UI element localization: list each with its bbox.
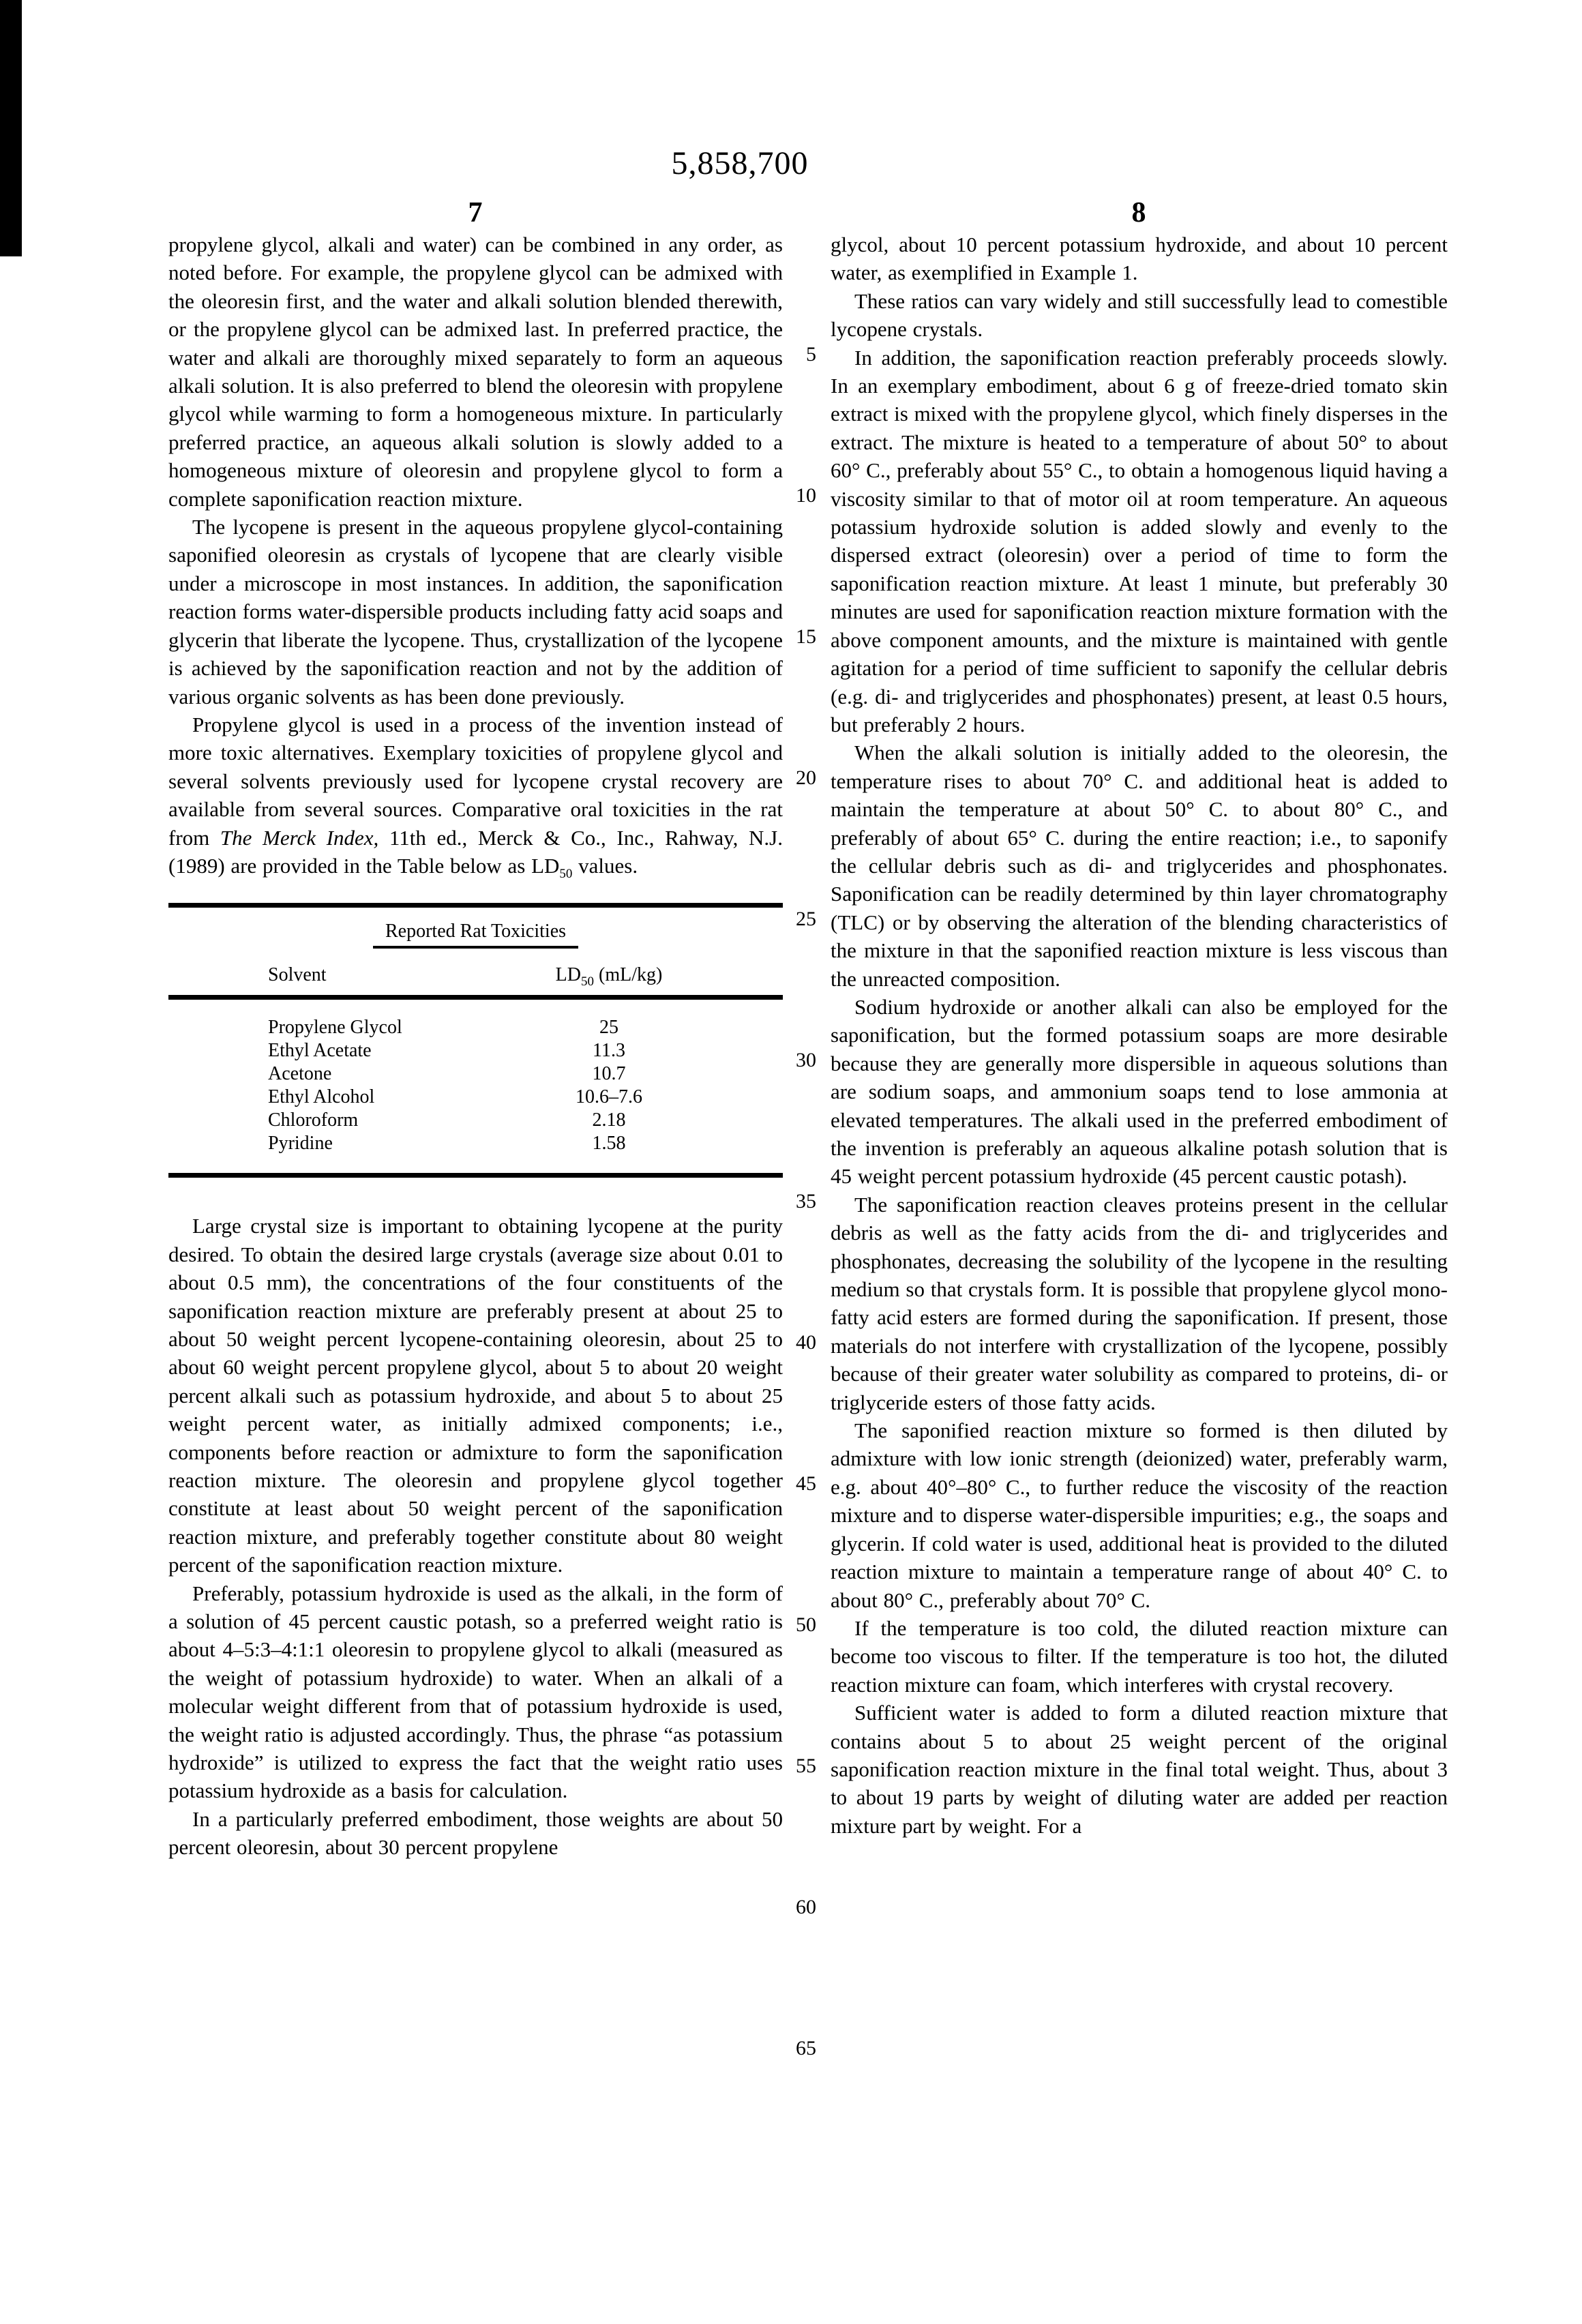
paragraph: The lycopene is present in the aqueous propylene glycol-containing saponified oleoresin as crystals of lycopene that are clearly visible under a microscope in most instances. In addition, the saponification reaction forms water-dispersible products including fatty acid soaps and glycerin that liberate the lycopene. Thus, crystallization of the lycopene is achieved by the saponification reaction and not by the addition of various organic solvents as has been done previously. (168, 515, 783, 709)
line-number-10: 10 (796, 484, 816, 507)
table-cell-solvent: Ethyl Alcohol (268, 1086, 375, 1108)
line-number-5: 5 (806, 343, 816, 366)
table-row (168, 1132, 783, 1155)
paragraph: The saponification reaction cleaves proteins present in the cellular debris as well as the fatty acids from the di- and triglycerides and phosphonates, decreasing the solubility of the lycopene in the resulting medium so that crystals form. It is possible that propylene glycol mono-fatty acid esters are formed during the saponification. If present, those materials do not interfere with crystallization of the lycopene, possibly because of their greater water solubility as compared to proteins, di- or triglyceride esters of those fatty acids. (831, 1192, 1448, 1414)
table-header-row (168, 964, 783, 987)
paragraph-with-citation (168, 711, 783, 880)
line-number-15: 15 (796, 625, 816, 648)
table-cell-value: 25 (599, 1017, 618, 1039)
line-number-65: 65 (796, 2037, 816, 2059)
table-header-solvent: Solvent (268, 964, 327, 986)
column-number-right: 8 (1131, 197, 1146, 228)
table-row (168, 1086, 783, 1109)
table-row (168, 1109, 783, 1132)
line-number-60: 60 (796, 1896, 816, 1918)
paragraph: Sodium hydroxide or another alkali can also be employed for the saponification, but the formed potassium soaps are more desirable because they are generally more dispersible in aqueous solutions than are sodium soaps, and ammonium soaps tend to lose ammonia at elevated temperatures. The alkali used in the preferred embodiment of the invention is preferably an aqueous alkaline potash solution that is 45 weight percent potassium hydroxide (45 percent caustic potash). (831, 994, 1448, 1189)
table-cell-value: 11.3 (593, 1040, 625, 1062)
line-number-50: 50 (796, 1613, 816, 1636)
citation-text-pre: Propylene glycol is used in a process of the invention instead of more toxic alternatives. Exemplary toxicities of propylene glycol and several solvents previously used for lycopene crystal recovery are available from several sources. Comparative oral toxicities in the rat from (168, 712, 783, 850)
paragraph: Sufficient water is added to form a diluted reaction mixture that contains about 5 to about 25 weight percent of the original saponification reaction mixture in the final total weight. Thus, about 3 to about 19 parts by weight of diluting water are added per reaction mixture part by weight. For a (831, 1701, 1448, 1838)
table-cell-solvent: Pyridine (268, 1133, 333, 1154)
table-cell-value: 2.18 (592, 1109, 626, 1131)
table-row (168, 1039, 783, 1062)
citation-text-post: values. (572, 853, 638, 878)
citation-text-mid: 11th ed., Merck & Co., Inc., Rahway, N.J. (1989) are provided in the Table below as LD (168, 825, 783, 878)
ld50-label: LD (555, 964, 581, 986)
table-row (168, 1016, 783, 1039)
citation-merck-index: The Merck Index, (220, 825, 379, 850)
paragraph: In a particularly preferred embodiment, those weights are about 50 percent oleoresin, about 30 percent propylene (168, 1806, 783, 1860)
table-row (168, 1062, 783, 1086)
right-column (831, 230, 1448, 1840)
paragraph: Large crystal size is important to obtaining lycopene at the purity desired. To obtain the desired large crystals (average size about 0.01 to about 0.5 mm), the concentrations of the four constituents of the saponification reaction mixture are preferably present at about 25 to about 50 weight percent lycopene-containing oleoresin, about 25 to about 60 weight percent propylene glycol, about 5 to about 20 weight percent alkali such as potassium hydroxide, and about 5 to about 25 weight percent water, as initially admixed components; i.e., components before reaction or admixture to form the saponification reaction mixture. The oleoresin and propylene glycol together constitute at least about 50 weight percent of the saponification reaction mixture, and preferably together constitute about 80 weight percent of the saponification reaction mixture. (168, 1214, 783, 1577)
table-body (168, 1000, 783, 1173)
table-cell-solvent: Propylene Glycol (268, 1017, 402, 1039)
line-number-30: 30 (796, 1049, 816, 1071)
paragraph: The saponified reaction mixture so formed is then diluted by admixture with low ionic strength (deionized) water, preferably warm, e.g. about 40°–80° C., to further reduce the viscosity of the reaction mixture and to disperse water-dispersible impurities; e.g., the soaps and glycerin. If cold water is used, additional heat is provided to the diluted reaction mixture to maintain a temperature range of about 40° C. to about 80° C., preferably about 70° C. (831, 1418, 1448, 1612)
ld50-units: (mL/kg) (594, 964, 663, 986)
line-number-55: 55 (796, 1755, 816, 1777)
left-column (168, 230, 783, 1862)
line-number-40: 40 (796, 1331, 816, 1354)
table-cell-value: 10.7 (592, 1063, 626, 1085)
table-rule-middle (168, 995, 783, 1000)
table-cell-solvent: Chloroform (268, 1109, 359, 1131)
table-header-ld50 (534, 964, 684, 987)
table-cell-value: 1.58 (592, 1133, 626, 1154)
toxicity-table (168, 903, 783, 1178)
table-title-row (168, 919, 783, 949)
table-cell-value: 10.6–7.6 (576, 1086, 642, 1108)
scan-edge-artifact (0, 0, 22, 256)
table-cell-solvent: Acetone (268, 1063, 332, 1085)
paragraph: These ratios can vary widely and still successfully lead to comestible lycopene crystals. (831, 288, 1448, 342)
line-number-20: 20 (796, 766, 816, 789)
table-rule-top (168, 903, 783, 908)
table-title: Reported Rat Toxicities (373, 919, 578, 949)
ld50-subscript: 50 (559, 866, 573, 881)
paragraph-continuation: propylene glycol, alkali and water) can be combined in any order, as noted before. For example, the propylene glycol can be admixed with the oleoresin first, and the water and alkali solution blended therewith, or the propylene glycol can be admixed last. In preferred practice, the water and alkali are thoroughly mixed separately to form an aqueous alkali solution. It is also preferred to blend the oleoresin with propylene glycol while warming to form a homogeneous mixture. In particularly preferred practice, an aqueous alkali solution is slowly added to a homogeneous mixture of oleoresin and propylene glycol to form a complete saponification reaction mixture. (168, 233, 783, 511)
line-number-35: 35 (796, 1190, 816, 1212)
paragraph: If the temperature is too cold, the diluted reaction mixture can become too viscous to filter. If the temperature is too hot, the diluted reaction mixture can foam, which interferes with crystal recovery. (831, 1615, 1448, 1697)
table-rule-bottom (168, 1173, 783, 1178)
line-number-45: 45 (796, 1472, 816, 1495)
line-number-25: 25 (796, 908, 816, 930)
paragraph: In addition, the saponification reaction preferably proceeds slowly. In an exemplary embodiment, about 6 g of freeze-dried tomato skin extract is mixed with the propylene glycol, which finely disperses in the extract. The mixture is heated to a temperature of about 50° to about 60° C., preferably about 55° C., to obtain a homogenous liquid having a viscosity similar to that of motor oil at room temperature. An aqueous potassium hydroxide solution is added slowly and evenly to the dispersed extract (oleoresin) over a period of time to form the saponification reaction mixture. At least 1 minute, but preferably 30 minutes are used for saponification reaction mixture formation with the above component amounts, and the mixture is maintained with gentle agitation for a period of time sufficient to saponify the cellular debris (e.g. di- and triglycerides and phosphonates) present, at least 0.5 hours, but preferably 2 hours. (831, 345, 1448, 736)
paragraph: Preferably, potassium hydroxide is used as the alkali, in the form of a solution of 45 percent caustic potash, so a preferred weight ratio is about 4–5:3–4:1:1 oleoresin to propylene glycol to alkali (measured as the weight of potassium hydroxide) to water. When an alkali of a molecular weight different from that of potassium hydroxide is used, the weight ratio is adjusted accordingly. Thus, the phrase “as potassium hydroxide” is utilized to express the fact that the weight ratio uses potassium hydroxide as a basis for calculation. (168, 1581, 783, 1803)
table-cell-solvent: Ethyl Acetate (268, 1040, 372, 1062)
paragraph-continuation: glycol, about 10 percent potassium hydroxide, and about 10 percent water, as exemplified in Example 1. (831, 233, 1448, 285)
paragraph: When the alkali solution is initially added to the oleoresin, the temperature rises to about 70° C. and additional heat is added to maintain the temperature at about 50° C. to about 80° C., and preferably of about 65° C. during the entire reaction; i.e., to saponify the cellular debris such as di- and triglycerides and phosphonates. Saponification can be readily determined by thin layer chromatography (TLC) or by observing the alteration of the blending characteristics of the mixture in that the saponified reaction mixture is less viscous than the unreacted composition. (831, 741, 1448, 991)
column-number-left: 7 (468, 197, 483, 228)
patent-number: 5,858,700 (671, 145, 809, 181)
ld50-header-subscript: 50 (581, 974, 594, 989)
